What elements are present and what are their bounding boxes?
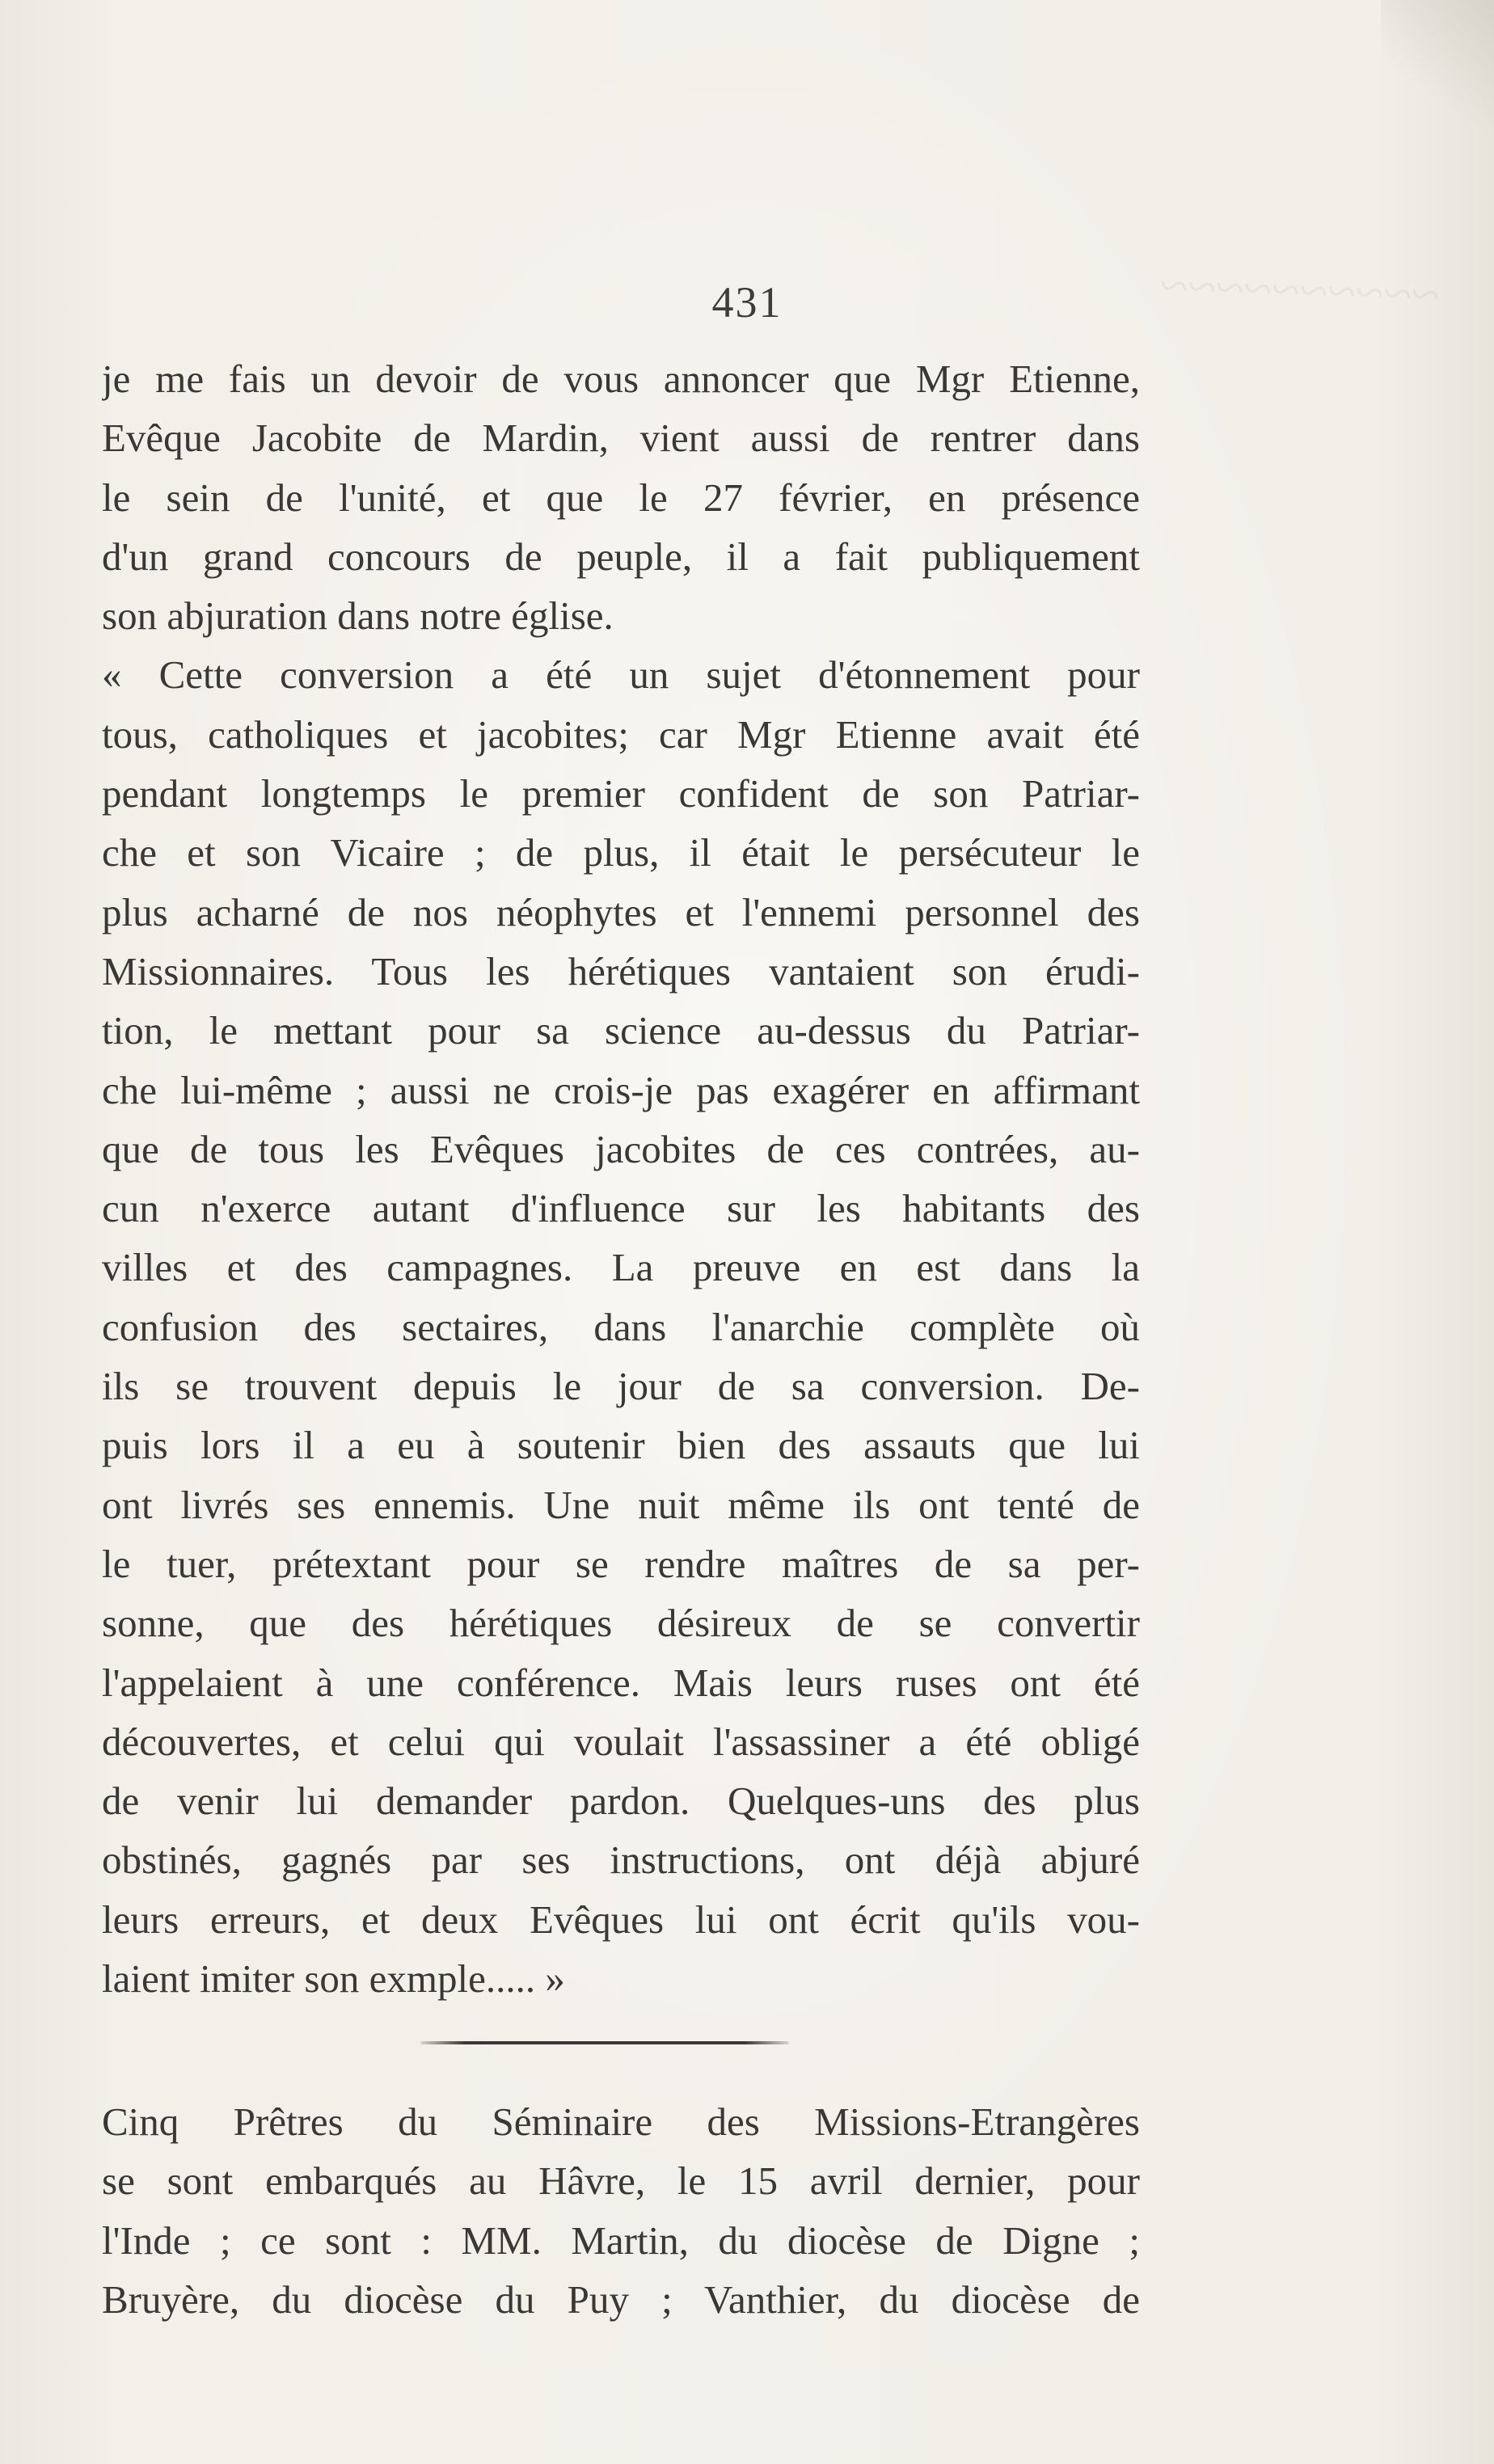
page-number: 431 (711, 278, 783, 327)
text-line: découvertes, et celui qui voulait l'assassiner a été obligé (102, 1719, 1140, 1764)
text-line: Cinq Prêtres du Séminaire des Missions-Etrangères (102, 2099, 1140, 2144)
text-line: cun n'exerce autant d'influence sur les habitants des (102, 1186, 1140, 1231)
text-line: son abjuration dans notre église. (102, 593, 614, 639)
text-line: se sont embarqués au Hâvre, le 15 avril dernier, pour (102, 2158, 1140, 2204)
page-corner-shadow (1381, 0, 1494, 178)
text-line: Missionnaires. Tous les hérétiques vantaient son érudi- (102, 948, 1140, 994)
text-line: le sein de l'unité, et que le 27 février, en présence (102, 475, 1140, 520)
text-line: pendant longtemps le premier confident de son Patriar- (102, 771, 1140, 816)
text-line: tous, catholiques et jacobites; car Mgr Etienne avait été (102, 711, 1140, 757)
text-line: sonne, que des hérétiques désireux de se convertir (102, 1601, 1140, 1646)
text-line: Evêque Jacobite de Mardin, vient aussi de rentrer dans (102, 416, 1140, 461)
text-line: villes et des campagnes. La preuve en est dans la (102, 1245, 1140, 1290)
text-line: che et son Vicaire ; de plus, il était le persécuteur le (102, 830, 1140, 875)
text-line: laient imiter son exmple..... » (102, 1956, 565, 2002)
paragraph-letter-excerpt (102, 349, 1140, 2008)
paragraph-missionaries-departure (102, 2092, 1140, 2329)
text-line: je me fais un devoir de vous annoncer que Mgr Etienne, (102, 357, 1140, 401)
text-line: che lui-même ; aussi ne crois-je pas exagérer en affirmant (102, 1067, 1140, 1112)
text-line: plus acharné de nos néophytes et l'ennemi personnel des (102, 889, 1140, 935)
text-line: leurs erreurs, et deux Evêques lui ont écrit qu'ils vou- (102, 1897, 1140, 1942)
text-line: de venir lui demander pardon. Quelques-uns des plus (102, 1778, 1140, 1824)
text-line: l'appelaient à une conférence. Mais leurs ruses ont été (102, 1660, 1140, 1705)
text-line: « Cette conversion a été un sujet d'étonnement pour (102, 652, 1140, 698)
text-line: puis lors il a eu à soutenir bien des assauts que lui (102, 1423, 1140, 1468)
text-line: Bruyère, du diocèse du Puy ; Vanthier, du diocèse de (102, 2276, 1140, 2322)
text-line: tion, le mettant pour sa science au-dessus du Patriar- (102, 1008, 1140, 1053)
show-through-text: ~~~~~~~~~~ (1158, 255, 1441, 324)
text-line: ont livrés ses ennemis. Une nuit même ils ont tenté de (102, 1482, 1140, 1527)
text-line: que de tous les Evêques jacobites de ces contrées, au- (102, 1126, 1140, 1171)
text-line: obstinés, gagnés par ses instructions, ont déjà abjuré (102, 1837, 1140, 1883)
section-separator-rule (420, 2041, 789, 2044)
text-line: le tuer, prétextant pour se rendre maîtres de sa per- (102, 1541, 1140, 1586)
text-line: d'un grand concours de peuple, il a fait publiquement (102, 534, 1140, 579)
text-line: l'Inde ; ce sont : MM. Martin, du diocèse de Digne ; (102, 2217, 1140, 2263)
text-line: confusion des sectaires, dans l'anarchie complète où (102, 1304, 1140, 1349)
text-line: ils se trouvent depuis le jour de sa conversion. De- (102, 1364, 1140, 1409)
